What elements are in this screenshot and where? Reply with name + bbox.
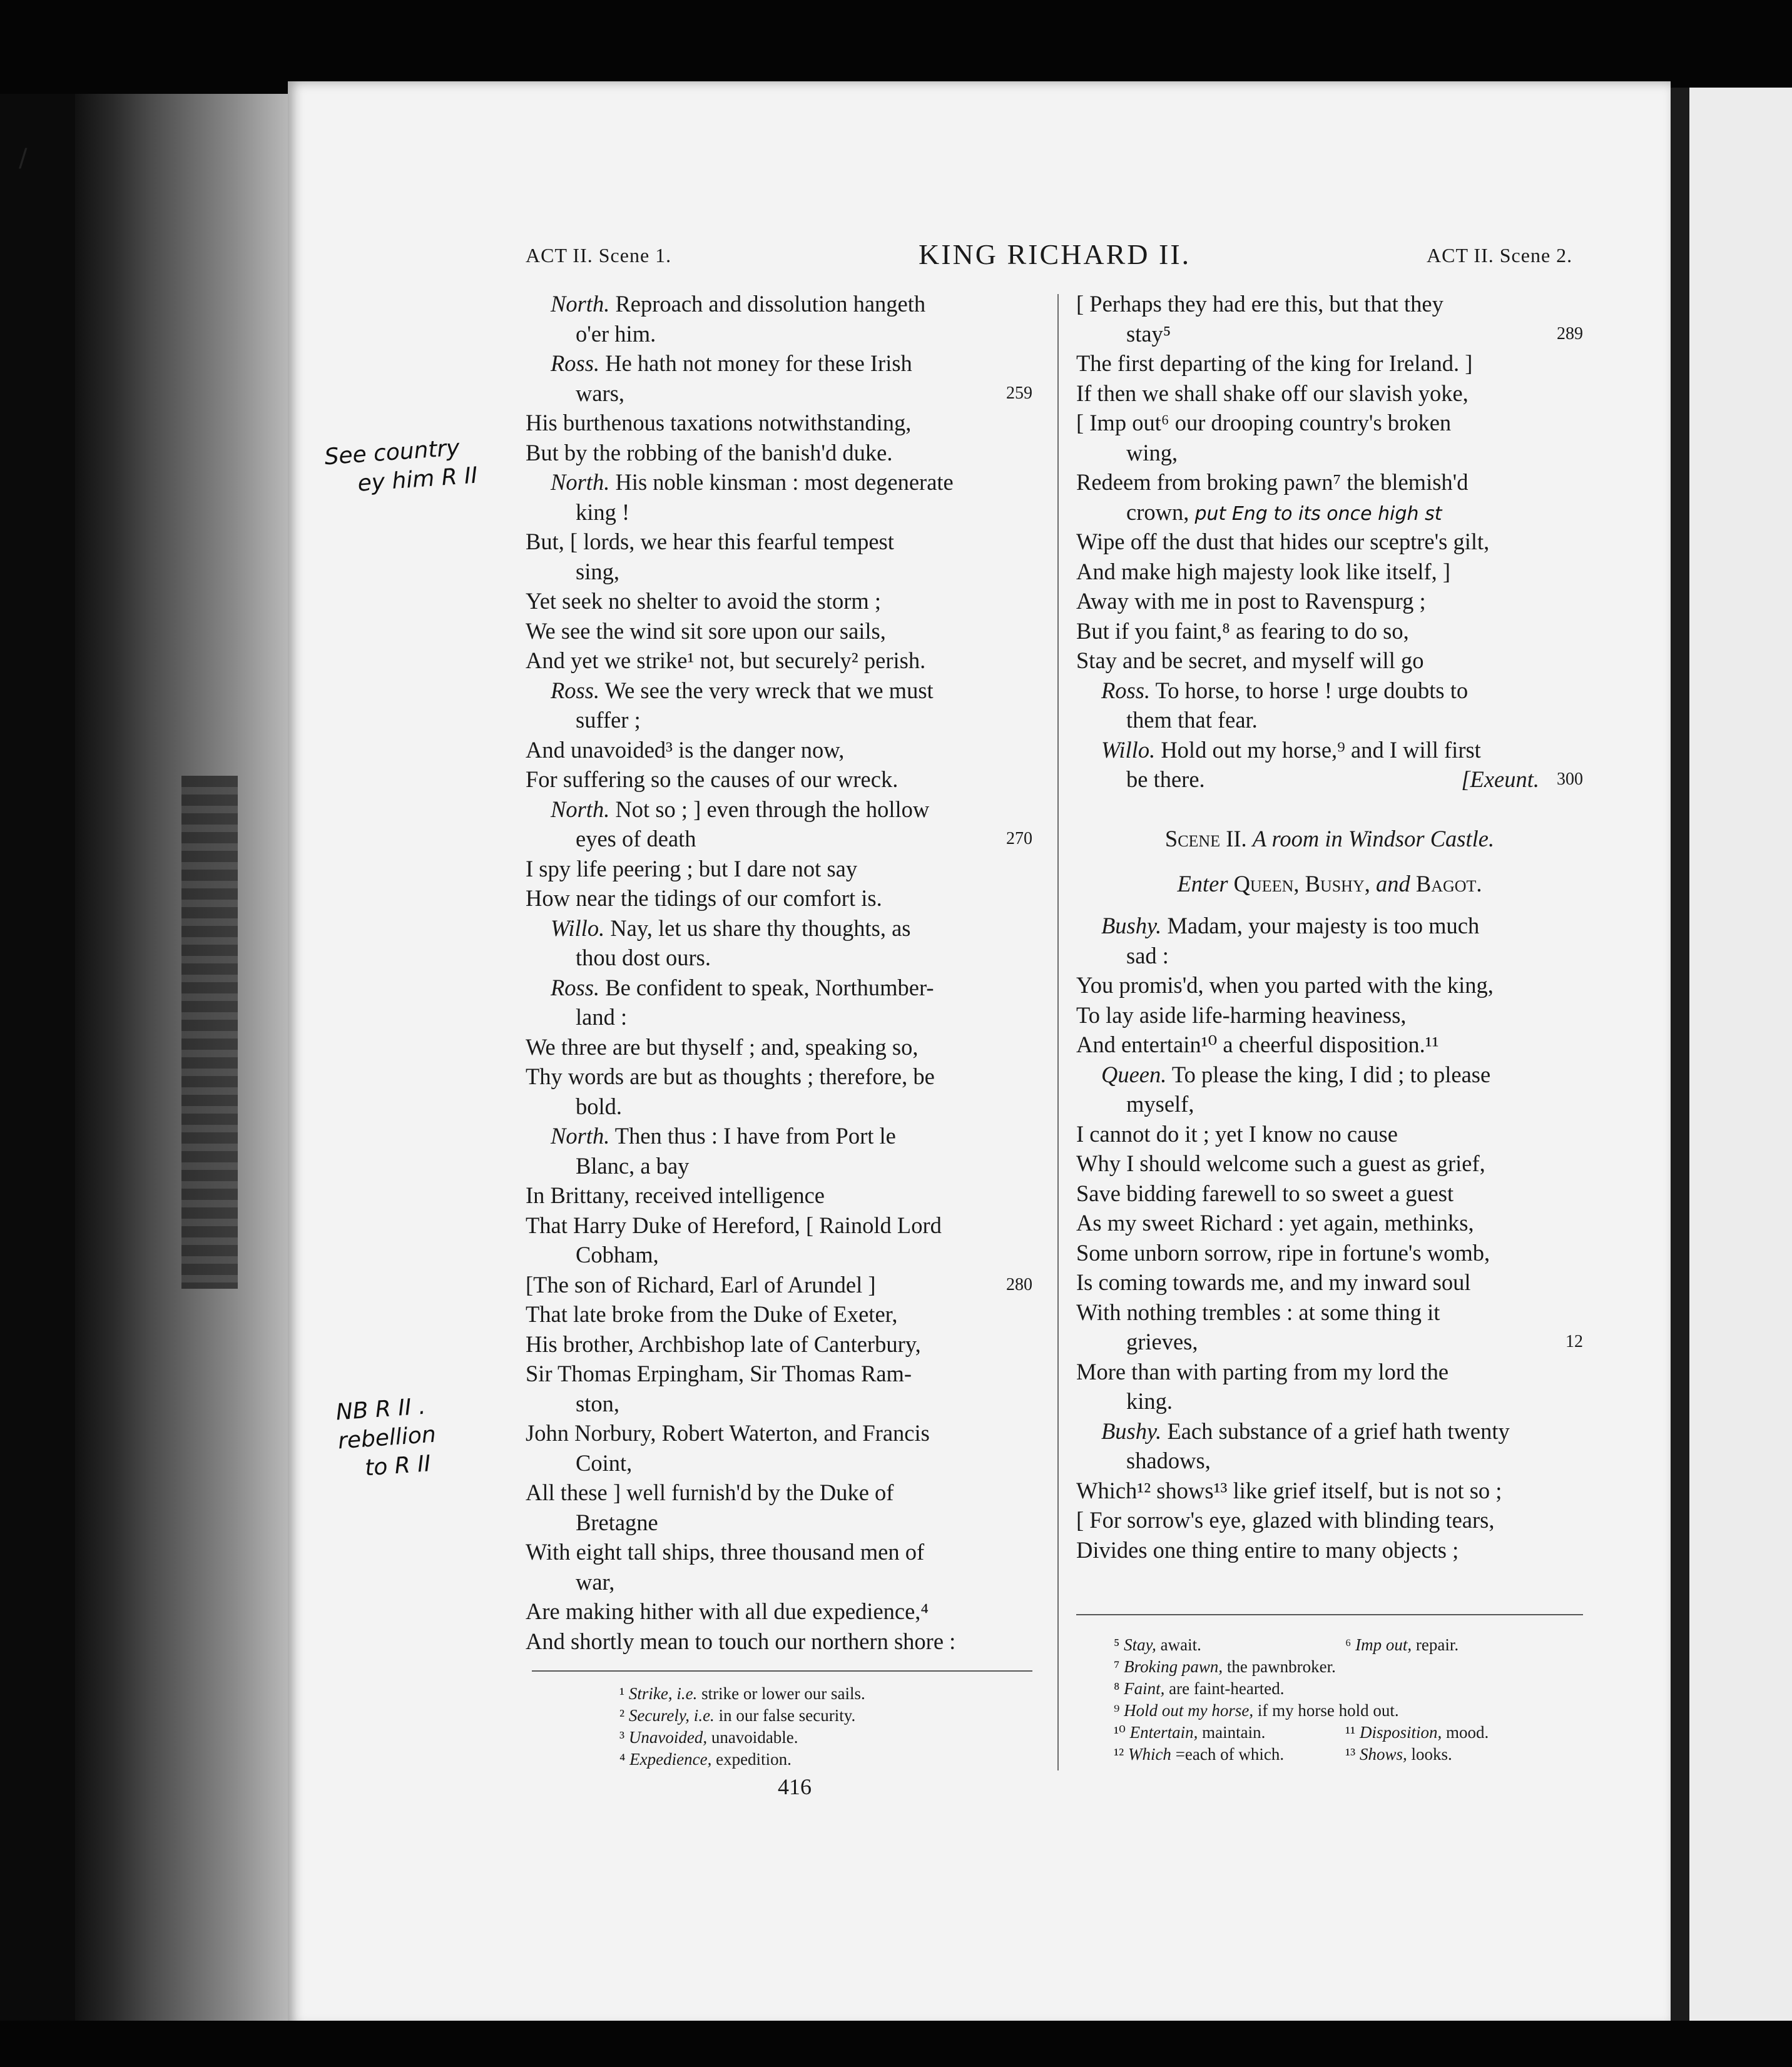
verse-continuation: [1076, 1386, 1583, 1416]
footnote: ⁴ Expedience, expedition.: [619, 1750, 792, 1769]
verse-text: sing,: [576, 558, 619, 584]
verse-text: land :: [576, 1004, 628, 1030]
verse-text: Yet seek no shelter to avoid the storm ;: [526, 588, 882, 614]
verse-text: Blanc, a bay: [576, 1152, 690, 1179]
verse-continuation: [1076, 1446, 1583, 1476]
speech-line: [526, 467, 1032, 497]
verse-text: Bretagne: [576, 1509, 658, 1535]
verse-line: [1076, 1238, 1583, 1268]
verse-continuation: [526, 1448, 1032, 1478]
verse-continuation: [526, 1508, 1032, 1538]
line-number: 300: [1557, 769, 1583, 789]
verse-continuation: [1076, 1327, 1583, 1357]
line-number: 259: [1006, 383, 1032, 403]
verse-text: Madam, your majesty is too much: [1167, 913, 1480, 938]
speech-line: [526, 348, 1032, 378]
footnote-row: [1114, 1634, 1577, 1656]
verse-text: war,: [576, 1568, 615, 1595]
verse-text: thou dost ours.: [576, 945, 711, 970]
speaker-name: Bushy.: [1101, 1418, 1162, 1444]
verse-line: [1076, 378, 1583, 409]
stage-direction-enter: Enter Queen, Bushy, and Bagot.: [1177, 870, 1482, 896]
verse-text: Nay, let us share thy thoughts, as: [610, 915, 911, 941]
margin-note-top: See country ey him R II: [323, 435, 479, 497]
verse-text: In Brittany, received intelligence: [526, 1182, 825, 1208]
footnote: ¹² Which =each of which.: [1114, 1745, 1285, 1764]
verse-text: Then thus : I have from Port le: [614, 1123, 896, 1149]
verse-continuation: [1076, 941, 1583, 971]
verse-text: John Norbury, Robert Waterton, and Francis: [526, 1420, 930, 1446]
verse-text: Why I should welcome such a guest as grief,: [1076, 1150, 1485, 1176]
verse-text: bold.: [576, 1093, 623, 1119]
verse-line: [1076, 557, 1583, 587]
speech-line: [1076, 1416, 1583, 1446]
scan-mark: /: [19, 144, 28, 173]
verse-line: [1076, 616, 1583, 646]
verse-text: ston,: [576, 1390, 619, 1416]
verse-text: We see the very wreck that we must: [604, 677, 934, 703]
verse-text: To please the king, I did ; to please: [1171, 1061, 1491, 1087]
verse-text: Is coming towards me, and my inward soul: [1076, 1269, 1471, 1295]
verse-continuation: [526, 1002, 1032, 1032]
speech-line: [1076, 735, 1583, 765]
verse-line: [1076, 1208, 1583, 1238]
act-two-scene-one-ending: [1076, 289, 1583, 795]
verse-line: [526, 735, 1032, 765]
speech-line: [526, 1121, 1032, 1151]
verse-line: [1076, 527, 1583, 557]
speech-line: [1076, 676, 1583, 706]
left-text-column: [526, 289, 1032, 1656]
verse-text: king !: [576, 499, 630, 525]
verse-line: [1076, 1505, 1583, 1535]
verse-continuation: [1076, 319, 1583, 349]
verse-line: [526, 1181, 1032, 1211]
verse-text: Each substance of a grief hath twenty: [1167, 1418, 1510, 1444]
line-number: 280: [1006, 1274, 1032, 1294]
footnote-row: [1114, 1744, 1577, 1765]
verse-continuation: [526, 1092, 1032, 1122]
verse-text: shadows,: [1126, 1448, 1211, 1473]
verse-line: [526, 1032, 1032, 1062]
verse-text: If then we shall shake off our slavish yoke,: [1076, 380, 1469, 406]
verse-continuation: [526, 497, 1032, 527]
verse-text: The first departing of the king for Ireland. ]: [1076, 350, 1473, 376]
speaker-name: North.: [551, 469, 610, 495]
verse-line: [526, 883, 1032, 913]
verse-line: [1076, 1179, 1583, 1209]
speaker-name: Queen.: [1101, 1061, 1167, 1087]
verse-text: And entertain¹⁰ a cheerful disposition.¹¹: [1076, 1032, 1439, 1057]
gutter-shadow: [1671, 88, 1689, 2021]
verse-continuation: [526, 943, 1032, 973]
speaker-name: Willo.: [1101, 736, 1156, 763]
verse-continuation: [526, 1567, 1032, 1597]
verse-text: And yet we strike¹ not, but securely² perish.: [526, 648, 926, 673]
verse-text: I cannot do it ; yet I know no cause: [1076, 1120, 1398, 1147]
verse-text: You promis'd, when you parted with the king,: [1076, 972, 1494, 998]
verse-text: Coint,: [576, 1450, 633, 1476]
footnote-row: [1114, 1678, 1577, 1700]
footnote-row: [1114, 1722, 1577, 1744]
verse-line: [1076, 1000, 1583, 1030]
verse-text: Away with me in post to Ravenspurg ;: [1076, 588, 1426, 614]
scene-heading: [1076, 824, 1583, 854]
scan-bottom-border: [0, 2021, 1792, 2067]
speech-line: [526, 676, 1032, 706]
verse-text: And unavoided³ is the danger now,: [526, 736, 845, 763]
line-number: 270: [1006, 829, 1032, 848]
verse-line: [1076, 1535, 1583, 1565]
verse-text: To horse, to horse ! urge doubts to: [1155, 677, 1469, 703]
verse-continuation: [526, 378, 1032, 409]
running-head-title: KING RICHARD II.: [919, 238, 1191, 270]
verse-text: His noble kinsman : most degenerate: [615, 469, 954, 495]
verse-line: [1076, 289, 1583, 319]
verse-text: Cobham,: [576, 1242, 659, 1267]
verse-text: be there.: [1126, 766, 1205, 792]
verse-text: All these ] well furnish'd by the Duke of: [526, 1480, 894, 1505]
speaker-name: North.: [551, 291, 610, 317]
verse-line: [526, 1537, 1032, 1567]
verse-line: [526, 854, 1032, 884]
footnote: ¹⁰ Entertain, maintain.: [1114, 1723, 1266, 1742]
verse-text: His burthenous taxations notwithstanding,: [526, 410, 912, 435]
verse-text: them that fear.: [1126, 707, 1258, 733]
speaker-name: Ross.: [551, 974, 600, 1000]
verse-text: That Harry Duke of Hereford, [ Rainold Lord: [526, 1212, 942, 1238]
verse-text: sad :: [1126, 942, 1169, 968]
line-number: 289: [1557, 323, 1583, 343]
stage-direction-exeunt: [Exeunt.: [1461, 766, 1539, 792]
footnote-rule-right: [1076, 1614, 1583, 1615]
verse-line: [1076, 1357, 1583, 1387]
verse-text: Are making hither with all due expedience,⁴: [526, 1598, 929, 1624]
footnote: ¹³ Shows, looks.: [1345, 1745, 1452, 1764]
speaker-name: Ross.: [551, 350, 600, 376]
verse-text: He hath not money for these Irish: [605, 350, 912, 376]
verse-line: [526, 1270, 1032, 1300]
verse-text: Divides one thing entire to many objects ;: [1076, 1536, 1459, 1563]
scene-two-dialogue: [1076, 911, 1583, 1565]
speaker-name: Willo.: [551, 915, 605, 941]
verse-line: [526, 1329, 1032, 1359]
verse-continuation: [526, 705, 1032, 735]
verse-continuation: [526, 319, 1032, 349]
verse-text: Thy words are but as thoughts ; therefore, be: [526, 1064, 935, 1089]
spine-lettering: [181, 776, 238, 1289]
verse-continuation: [526, 1151, 1032, 1181]
footnote-row: [1114, 1656, 1577, 1678]
verse-line: [526, 527, 1032, 557]
footnote: ⁷ Broking pawn, the pawnbroker.: [1114, 1657, 1336, 1676]
verse-line: [526, 764, 1032, 795]
verse-line: [1076, 1298, 1583, 1328]
verse-text: crown,: [1126, 499, 1189, 525]
verse-text: Sir Thomas Erpingham, Sir Thomas Ram-: [526, 1361, 912, 1386]
verse-line: [1076, 970, 1583, 1000]
verse-text: As my sweet Richard : yet again, methinks,: [1076, 1210, 1474, 1236]
verse-continuation: [526, 1240, 1032, 1270]
scan-top-border: [0, 0, 1792, 94]
verse-continuation: [1076, 497, 1583, 527]
speech-line: [526, 973, 1032, 1003]
verse-continuation: [526, 557, 1032, 587]
verse-text: o'er him.: [576, 320, 656, 347]
verse-line: [1076, 586, 1583, 616]
verse-line: [526, 1627, 1032, 1657]
verse-text: Not so ; ] even through the hollow: [615, 796, 930, 822]
verse-text: More than with parting from my lord the: [1076, 1358, 1449, 1384]
verse-continuation: [1076, 705, 1583, 735]
footnotes-right: [1114, 1634, 1577, 1765]
verse-line: [526, 1359, 1032, 1389]
verse-text: And make high majesty look like itself, ]: [1076, 558, 1451, 584]
verse-text: [ Imp out⁶ our drooping country's broken: [1076, 410, 1452, 435]
verse-line: [526, 586, 1032, 616]
speaker-name: Bushy.: [1101, 913, 1162, 938]
verse-line: [526, 646, 1032, 676]
verse-line: [1076, 467, 1583, 497]
verse-text: grieves,: [1126, 1329, 1198, 1354]
footnote-rule-left: [532, 1670, 1032, 1672]
verse-line: [1076, 1119, 1583, 1149]
footnote: ⁶ Imp out, repair.: [1345, 1635, 1459, 1654]
speech-line: [1076, 911, 1583, 941]
verse-text: Hold out my horse,⁹ and I will first: [1161, 736, 1481, 763]
verse-line: [1076, 1030, 1583, 1060]
speech-line: [526, 289, 1032, 319]
verse-text: stay⁵: [1126, 320, 1171, 347]
verse-text: Reproach and dissolution hangeth: [615, 291, 926, 317]
verse-continuation: [526, 824, 1032, 854]
verse-text: How near the tidings of our comfort is.: [526, 885, 882, 911]
verse-text: [ Perhaps they had ere this, but that they: [1076, 291, 1443, 317]
verse-text: Be confident to speak, Northumber-: [605, 974, 934, 1000]
margin-note-bottom: NB R II . rebellion to R II: [335, 1393, 437, 1481]
scene-number: Scene II.: [1164, 826, 1247, 851]
verse-text: Redeem from broking pawn⁷ the blemish'd: [1076, 469, 1469, 495]
verse-text: myself,: [1126, 1091, 1194, 1117]
verse-text: But by the robbing of the banish'd duke.: [526, 439, 893, 465]
footnote: ⁸ Faint, are faint-hearted.: [1114, 1679, 1285, 1698]
footnote-row: [1114, 1700, 1577, 1722]
verse-text: Which¹² shows¹³ like grief itself, but is not so ;: [1076, 1477, 1502, 1503]
verse-line: [526, 1062, 1032, 1092]
speech-line: [526, 913, 1032, 943]
column-divider: [1057, 294, 1059, 1770]
verse-line: [1076, 348, 1583, 378]
verse-text: But if you faint,⁸ as fearing to do so,: [1076, 617, 1409, 644]
speaker-name: Ross.: [1101, 677, 1151, 703]
speech-line: [1076, 1060, 1583, 1090]
speaker-name: North.: [551, 796, 610, 822]
verse-text: With nothing trembles : at some thing it: [1076, 1299, 1440, 1325]
footnote: ¹¹ Disposition, mood.: [1345, 1723, 1489, 1742]
verse-line: [526, 438, 1032, 468]
verse-text: But, [ lords, we hear this fearful tempest: [526, 529, 894, 554]
footnotes-left: [619, 1683, 865, 1770]
handwritten-annotation: put Eng to its once high st: [1194, 502, 1442, 525]
verse-text: [The son of Richard, Earl of Arundel ]: [526, 1271, 876, 1298]
verse-continuation: [1076, 764, 1583, 795]
verse-text: To lay aside life-harming heaviness,: [1076, 1002, 1407, 1028]
verse-text: wars,: [576, 380, 625, 406]
verse-text: With eight tall ships, three thousand men of: [526, 1539, 925, 1565]
verse-text: That late broke from the Duke of Exeter,: [526, 1301, 898, 1327]
verse-line: [1076, 646, 1583, 676]
verse-line: [526, 1418, 1032, 1448]
verse-line: [526, 1299, 1032, 1329]
verse-text: Wipe off the dust that hides our sceptre's gilt,: [1076, 529, 1490, 554]
footnote: ³ Unavoided, unavoidable.: [619, 1728, 798, 1747]
verse-text: wing,: [1126, 439, 1178, 465]
verse-continuation: [1076, 438, 1583, 468]
verse-continuation: [526, 1389, 1032, 1419]
verse-text: Some unborn sorrow, ripe in fortune's womb,: [1076, 1239, 1490, 1266]
verse-line: [526, 1478, 1032, 1508]
verse-line: [1076, 408, 1583, 438]
verse-text: We three are but thyself ; and, speaking so,: [526, 1034, 919, 1060]
speaker-name: North.: [551, 1123, 610, 1149]
right-text-column: [1076, 289, 1583, 1565]
running-head-left: ACT II. Scene 1.: [526, 244, 672, 267]
page-number: 416: [778, 1774, 812, 1799]
verse-line: [526, 1211, 1032, 1241]
verse-text: suffer ;: [576, 707, 641, 733]
verse-text: We see the wind sit sore upon our sails,: [526, 617, 886, 644]
verse-text: And shortly mean to touch our northern shore :: [526, 1628, 956, 1654]
line-number: 12: [1565, 1332, 1583, 1351]
speaker-name: Ross.: [551, 677, 600, 703]
verse-text: For suffering so the causes of our wreck.: [526, 766, 899, 792]
speech-line: [526, 795, 1032, 825]
verse-text: His brother, Archbishop late of Canterbury,: [526, 1331, 921, 1357]
scene-location: A room in Windsor Castle.: [1252, 826, 1495, 851]
verse-line: [1076, 1476, 1583, 1506]
verse-continuation: [1076, 1089, 1583, 1119]
verse-text: eyes of death: [576, 826, 696, 851]
verse-line: [526, 1597, 1032, 1627]
footnote: ⁹ Hold out my horse, if my horse hold out.: [1114, 1701, 1399, 1720]
verse-text: Stay and be secret, and myself will go: [1076, 648, 1424, 673]
verse-line: [1076, 1149, 1583, 1179]
verse-text: [ For sorrow's eye, glazed with blinding tears,: [1076, 1507, 1495, 1533]
verse-line: [1076, 1267, 1583, 1298]
footnote: ² Securely, i.e. in our false security.: [619, 1706, 856, 1725]
footnote: ¹ Strike, i.e. strike or lower our sails.: [619, 1684, 865, 1703]
verse-text: king.: [1126, 1388, 1173, 1414]
verse-line: [526, 408, 1032, 438]
verse-line: [526, 616, 1032, 646]
facing-page-edge: [1689, 88, 1792, 2021]
running-head-right: ACT II. Scene 2.: [1427, 244, 1573, 267]
verse-text: I spy life peering ; but I dare not say: [526, 855, 858, 881]
footnote: ⁵ Stay, await.: [1114, 1635, 1201, 1654]
verse-text: Save bidding farewell to so sweet a guest: [1076, 1180, 1454, 1206]
